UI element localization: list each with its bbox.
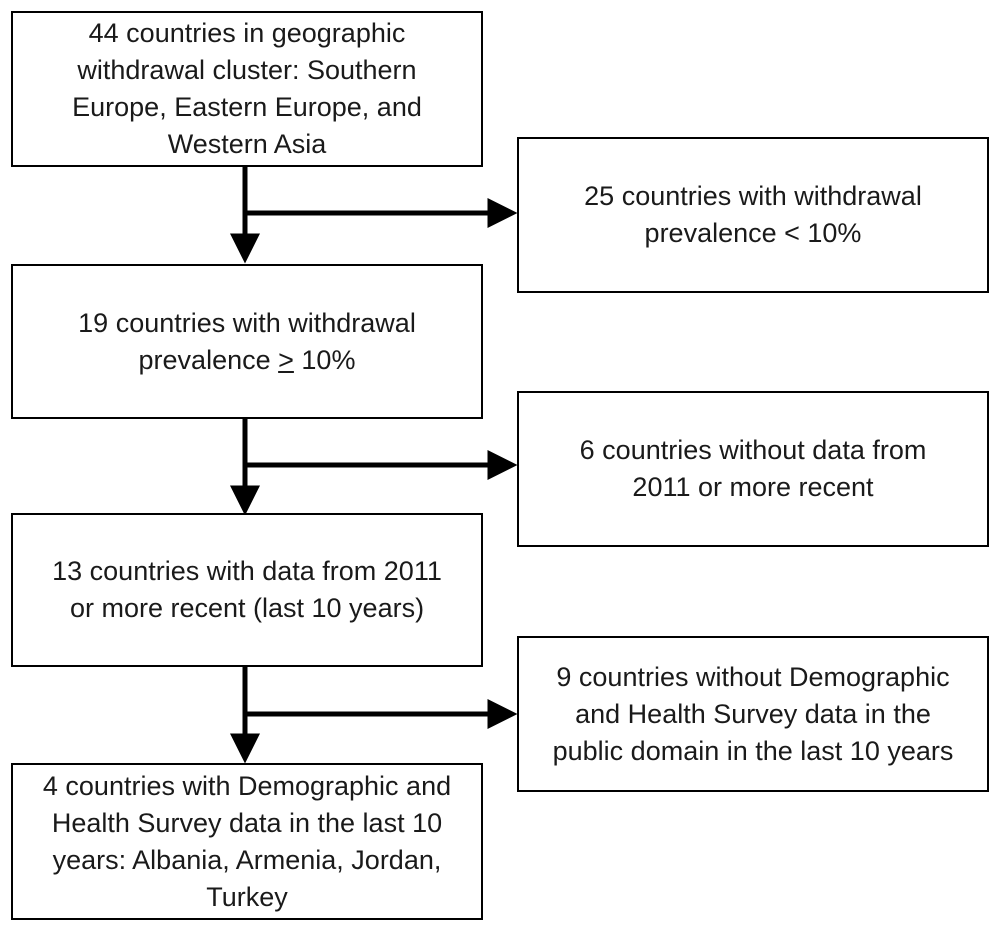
main-box-2-line-1: 19 countries with withdrawal (78, 307, 416, 338)
main-box-3-line-2: or more recent (last 10 years) (69, 593, 425, 623)
main-box-3 (11, 513, 483, 667)
main-box-3-line-1: 13 countries with data from 2011 (52, 556, 442, 586)
main-box-4 (11, 763, 483, 920)
main-box-4-line-1: 4 countries with Demographic and (42, 770, 452, 801)
excluded-box-1-line-1: 25 countries with withdrawal (584, 181, 922, 211)
excluded-box-3-line-3: public domain in the last 10 years (552, 735, 954, 766)
main-box-2-line-2-suffix: 10% (293, 344, 356, 375)
main-box-1-line-4: Western Asia (167, 129, 327, 159)
excluded-box-2-line-2: 2011 or more recent (632, 472, 874, 502)
excluded-box-3 (517, 636, 989, 792)
main-box-4-line-4: Turkey (206, 881, 288, 912)
excluded-box-3-line-2: and Health Survey data in the (575, 698, 931, 729)
main-box-1-line-2: withdrawal cluster: Southern (77, 55, 417, 85)
main-box-1 (11, 11, 483, 167)
excluded-box-2 (517, 391, 989, 547)
excluded-box-1-line-2: prevalence < 10% (644, 218, 862, 248)
main-box-4-line-3: years: Albania, Armenia, Jordan, (52, 844, 442, 875)
excluded-box-3-line-1: 9 countries without Demographic (556, 661, 950, 692)
main-box-2-line-2-prefix: prevalence (138, 344, 279, 375)
main-box-1-line-3: Europe, Eastern Europe, and (72, 92, 422, 122)
excluded-box-1 (517, 137, 989, 293)
main-box-2 (11, 264, 483, 419)
excluded-box-2-line-1: 6 countries without data from (579, 435, 927, 465)
greater-equal-symbol: > (278, 344, 294, 375)
main-box-2-line-2 (139, 342, 356, 379)
main-box-4-line-2: Health Survey data in the last 10 (51, 807, 443, 838)
main-box-1-line-1: 44 countries in geographic (88, 18, 406, 48)
